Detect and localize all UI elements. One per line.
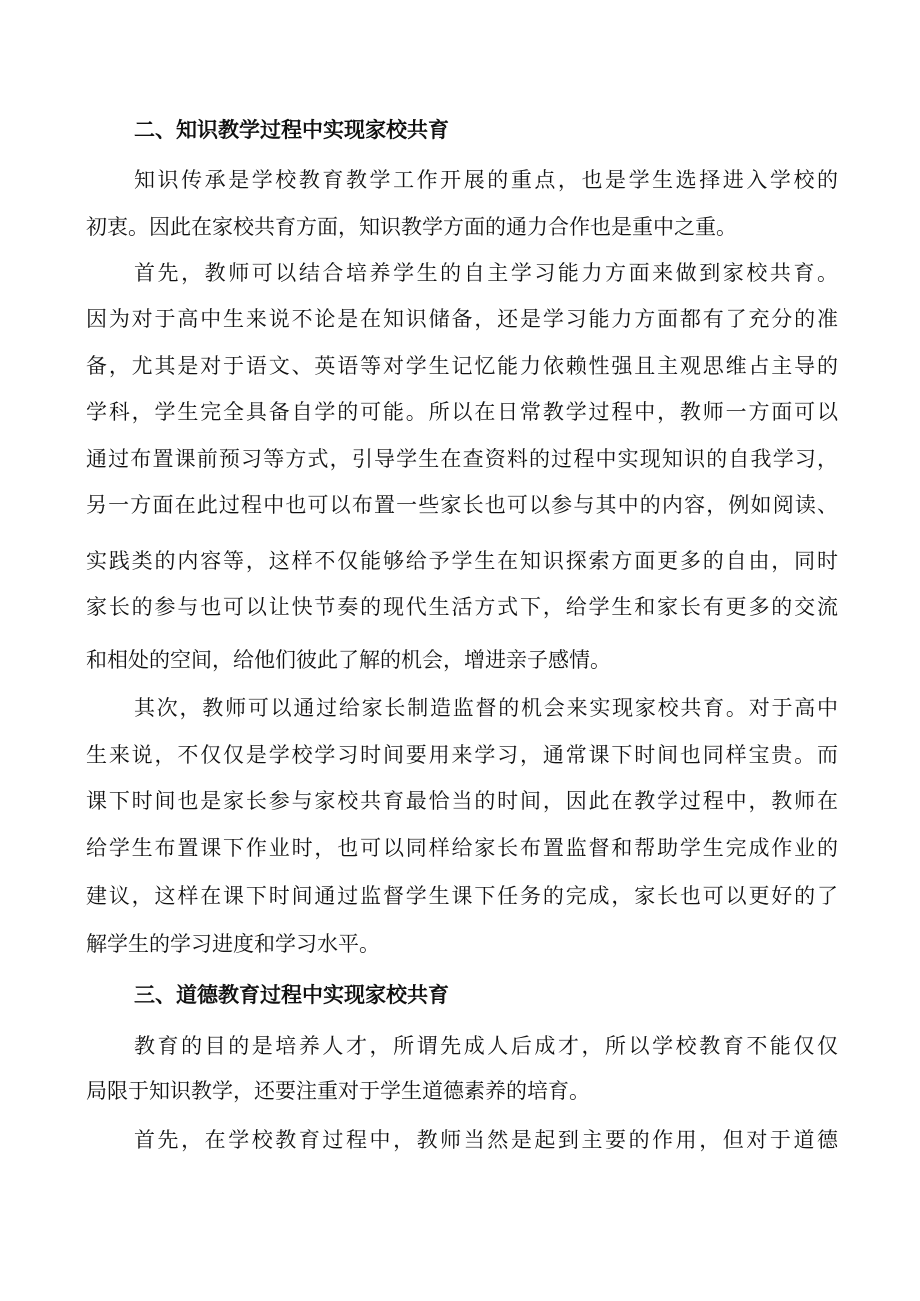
section-heading-2: 二、知识教学过程中实现家校共育 — [134, 118, 449, 142]
paragraph-line: 和相处的空间，给他们彼此了解的机会，增进亲子感情。 — [86, 648, 611, 672]
paragraph-line: 课下时间也是家长参与家校共育最恰当的时间，因此在教学过程中，教师在 — [86, 789, 838, 813]
paragraph-line: 首先，在学校教育过程中，教师当然是起到主要的作用，但对于道德 — [134, 1128, 838, 1152]
paragraph-line: 首先，教师可以结合培养学生的自主学习能力方面来做到家校共育。 — [134, 261, 838, 285]
section-heading-3: 三、道德教育过程中实现家校共育 — [134, 983, 449, 1007]
paragraph-line: 因为对于高中生来说不论是在知识储备，还是学习能力方面都有了充分的准 — [86, 307, 838, 331]
paragraph-line: 给学生布置课下作业时，也可以同样给家长布置监督和帮助学生完成作业的 — [86, 836, 838, 860]
paragraph-line: 知识传承是学校教育教学工作开展的重点，也是学生选择进入学校的 — [134, 168, 838, 192]
paragraph-line: 生来说，不仅仅是学校学习时间要用来学习，通常课下时间也同样宝贵。而 — [86, 743, 838, 767]
paragraph-line: 实践类的内容等，这样不仅能够给予学生在知识探索方面更多的自由，同时 — [86, 549, 838, 573]
paragraph-line: 教育的目的是培养人才，所谓先成人后成才，所以学校教育不能仅仅 — [134, 1034, 838, 1058]
paragraph-line: 建议，这样在课下时间通过监督学生课下任务的完成，家长也可以更好的了 — [86, 884, 838, 908]
paragraph-line: 家长的参与也可以让快节奏的现代生活方式下，给学生和家长有更多的交流 — [86, 595, 838, 619]
paragraph-line: 备，尤其是对于语文、英语等对学生记忆能力依赖性强且主观思维占主导的 — [86, 354, 838, 378]
paragraph-line: 通过布置课前预习等方式，引导学生在查资料的过程中实现知识的自我学习， — [86, 447, 838, 471]
paragraph-line: 其次，教师可以通过给家长制造监督的机会来实现家校共育。对于高中 — [134, 696, 838, 720]
paragraph-line: 局限于知识教学，还要注重对于学生道德素养的培育。 — [86, 1079, 590, 1103]
paragraph-line: 学科，学生完全具备自学的可能。所以在日常教学过程中，教师一方面可以 — [86, 400, 838, 424]
paragraph-line: 初衷。因此在家校共育方面，知识教学方面的通力合作也是重中之重。 — [86, 215, 737, 239]
paragraph-line: 解学生的学习进度和学习水平。 — [86, 932, 380, 956]
paragraph-line: 另一方面在此过程中也可以布置一些家长也可以参与其中的内容，例如阅读、 — [86, 493, 838, 517]
